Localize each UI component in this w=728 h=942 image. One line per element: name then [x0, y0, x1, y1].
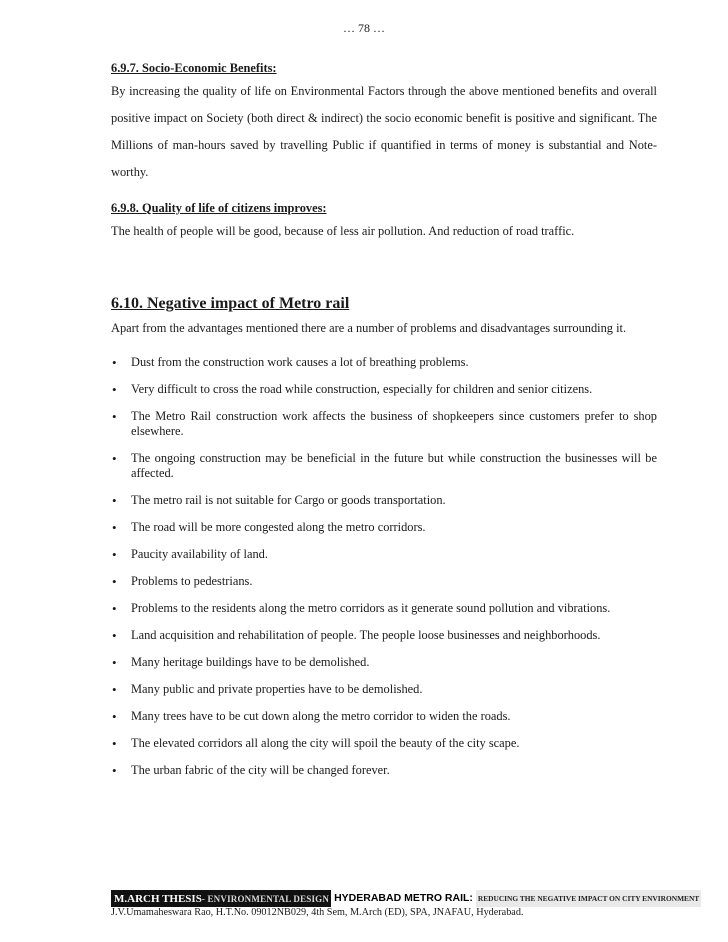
bullet-dot-icon: • — [112, 520, 117, 535]
bullet-dot-icon: • — [112, 409, 117, 424]
bullet-text: The elevated corridors all along the city will spoil the beauty of the city scape. — [131, 736, 520, 750]
bullet-dot-icon: • — [112, 763, 117, 778]
bullet-dot-icon: • — [112, 628, 117, 643]
bullet-item — [111, 547, 657, 562]
bullet-text: Dust from the construction work causes a lot of breathing problems. — [131, 355, 469, 369]
bullet-item — [111, 520, 657, 535]
bullet-dot-icon: • — [112, 709, 117, 724]
banner-thesis-label: M.ARCH THESIS — [114, 892, 202, 905]
bullet-item — [111, 409, 657, 439]
bullet-dot-icon: • — [112, 382, 117, 397]
bullet-text: Many trees have to be cut down along the metro corridor to widen the roads. — [131, 709, 511, 723]
bullet-text: Many heritage buildings have to be demolished. — [131, 655, 370, 669]
bullet-dot-icon: • — [112, 655, 117, 670]
section-intro: Apart from the advantages mentioned there are a number of problems and disadvantages surrounding it. — [111, 321, 627, 335]
bullet-item — [111, 451, 657, 481]
page-number: … 78 … — [343, 21, 385, 35]
bullet-dot-icon: • — [112, 682, 117, 697]
section-title: 6.10. Negative impact of Metro rail — [111, 295, 350, 312]
bullet-item — [111, 493, 657, 508]
bullet-text: Problems to pedestrians. — [131, 574, 253, 588]
bullet-dot-icon: • — [112, 601, 117, 616]
bullet-text: The metro rail is not suitable for Cargo or goods transportation. — [131, 493, 446, 507]
section-heading: 6.9.8. Quality of life of citizens improves: — [111, 201, 327, 215]
bullet-item — [111, 682, 657, 697]
bullet-text: Paucity availability of land. — [131, 547, 268, 561]
bullet-text: Land acquisition and rehabilitation of people. The people loose businesses and neighborhoods. — [131, 628, 601, 642]
bullet-dot-icon: • — [112, 493, 117, 508]
bullet-item — [111, 628, 657, 643]
bullet-dot-icon: • — [112, 451, 117, 466]
bullet-dot-icon: • — [112, 574, 117, 589]
section-paragraph: The health of people will be good, because of less air pollution. And reduction of road traffic. — [111, 224, 575, 238]
banner-project-title: HYDERABAD METRO RAIL: — [331, 890, 476, 907]
section-heading: 6.9.7. Socio-Economic Benefits: — [111, 61, 277, 75]
bullet-text: Very difficult to cross the road while construction, especially for children and senior citizens. — [131, 382, 593, 396]
section-paragraph: By increasing the quality of life on Environmental Factors through the above mentioned benefits and overall positive impact on Society (both direct & indirect) the socio economic benefit is positive and significant. The Millions of man-hours saved by travelling Public if quantified in terms of money is substantial and Note-worthy. — [111, 84, 657, 179]
section-socio-economic-benefits — [111, 58, 657, 186]
section-quality-of-life — [111, 198, 657, 245]
banner-design-label: - ENVIRONMENTAL DESIGN — [201, 893, 330, 904]
footer-credit: J.V.Umamaheswara Rao, H.T.No. 09012NB029, 4th Sem, M.Arch (ED), SPA, JNAFAU, Hyderabad. — [111, 907, 524, 918]
bullet-dot-icon: • — [112, 355, 117, 370]
bullet-item — [111, 736, 657, 751]
bullet-item — [111, 574, 657, 589]
bullet-item — [111, 355, 657, 370]
bullet-item — [111, 763, 657, 778]
bullet-text: Problems to the residents along the metro corridors as it generate sound pollution and vibrations. — [131, 601, 611, 615]
bullet-dot-icon: • — [112, 736, 117, 751]
bullet-text: The road will be more congested along the metro corridors. — [131, 520, 426, 534]
bullet-text: Many public and private properties have to be demolished. — [131, 682, 423, 696]
bullet-list — [111, 355, 657, 778]
footer-banner — [111, 890, 700, 907]
bullet-item — [111, 601, 657, 616]
bullet-item — [111, 382, 657, 397]
bullet-text: The ongoing construction may be beneficial in the future but while construction the businesses will be affected. — [131, 451, 657, 480]
bullet-text: The urban fabric of the city will be changed forever. — [131, 763, 390, 777]
bullet-dot-icon: • — [112, 547, 117, 562]
bullet-text: The Metro Rail construction work affects the business of shopkeepers since customers prefer to shop elsewhere. — [131, 409, 657, 438]
bullet-item — [111, 655, 657, 670]
section-negative-impact — [111, 293, 657, 778]
bullet-item — [111, 709, 657, 724]
banner-project-subtitle: REDUCING THE NEGATIVE IMPACT ON CITY ENVIRONMENT — [476, 890, 701, 907]
